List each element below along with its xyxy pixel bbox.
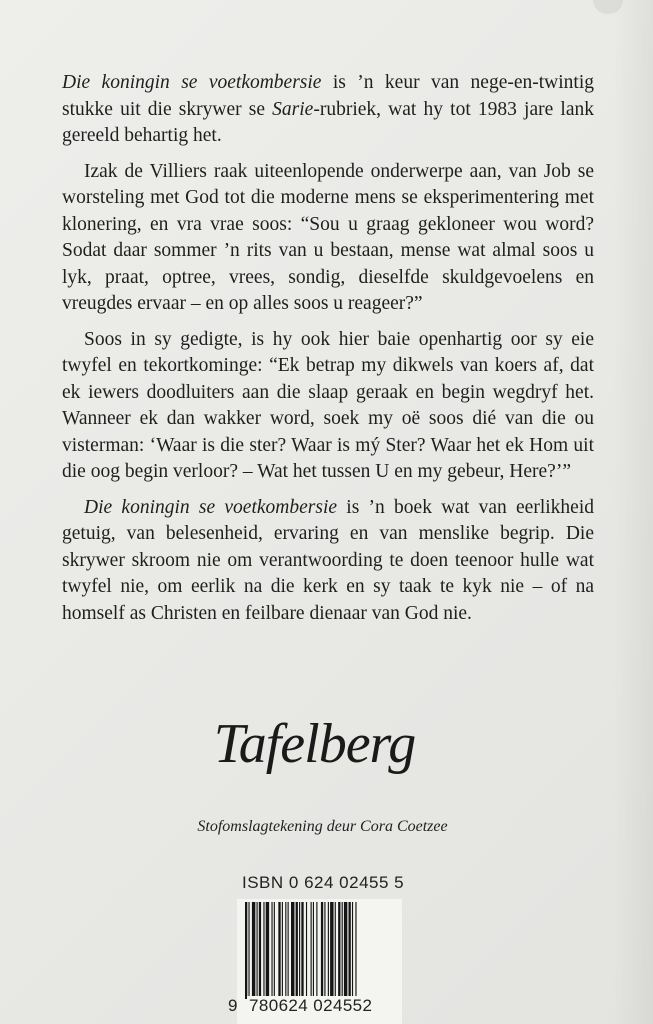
cover-credit: Stofomslagtekening deur Cora Coetzee xyxy=(197,818,448,835)
barcode-number: 780624 024552 xyxy=(249,996,373,1015)
barcode xyxy=(228,899,402,1024)
blurb-paragraph-2: Izak de Villiers raak uiteenlopende onderwerpe aan, van Job se worsteling met God tot die moderne mens se eksperimentering met klonering, en vra vrae soos: “Sou u graag gekloneer wou word? Sodat daar sommer ’n rits van u bestaan, mense wat almal soos u lyk, praat, optree, vrees, sondig, dieselfde skuldgevoelens en vreugdes ervaar – en op alles soos u reageer?” xyxy=(62,160,594,314)
paragraph-text: is ’n boek wat van eerlikheid getuig, van belesenheid, ervaring en van menslike begrip. Die skrywer skroom nie om verantwoording te doen teenoor hulle wat twyfel nie, om eerlik na die kerk en sy taak te kyk nie – of na homself as Christen en feilbare dienaar van God nie. xyxy=(62,496,594,624)
blurb-paragraph-4 xyxy=(62,495,594,628)
isbn-number: ISBN 0 624 02455 5 xyxy=(242,873,405,892)
blurb-paragraph-3: Soos in sy gedigte, is hy ook hier baie openhartig oor sy eie twyfel en tekortkominge: “Ek betrap my dikwels van koers af, dat ek iewers doodluiters aan die slaap geraak en begin wegdryf het. Wanneer ek dan wakker word, soek my oë soos dié van die ou visterman: ‘Waar is die ster? Waar is mý Ster? Waar het ek Hom uit die oog begin verloor? – Wat het tussen U en my gebeur, Here?’” xyxy=(62,328,594,482)
barcode-bars xyxy=(245,902,395,999)
book-title: Die koningin se voetkombersie xyxy=(84,496,338,518)
page-edge-shadow xyxy=(613,0,653,1024)
blurb-text xyxy=(62,70,594,636)
paragraph-text: is ’n keur van nege-en-twintig stukke uit die skrywer se xyxy=(62,72,594,120)
book-title: Die koningin se voetkombersie xyxy=(62,72,322,93)
publisher-logo: Tafelberg xyxy=(213,713,416,775)
magazine-name: Sarie xyxy=(272,98,314,120)
blurb-paragraph-1 xyxy=(62,70,594,150)
paragraph-text: -rubriek, wat hy tot 1983 jare lank gereeld behartig het. xyxy=(62,98,594,146)
barcode-lead-digit: 9 xyxy=(228,996,238,1015)
